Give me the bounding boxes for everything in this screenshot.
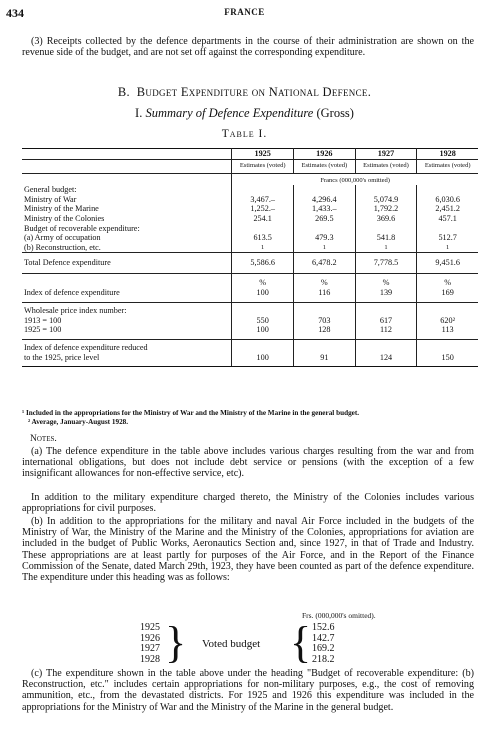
voted-year: 1925 xyxy=(140,622,160,633)
cell-number: 479.3 xyxy=(315,233,334,243)
footnote-2: ² Average, January-August 1928. xyxy=(28,418,129,426)
voted-year: 1928 xyxy=(140,653,160,665)
row-label: Wholesale price index number: xyxy=(22,303,232,316)
voted-budget-label: Voted budget xyxy=(202,638,261,650)
cell-value xyxy=(417,233,478,243)
cell-value: 1,252.– xyxy=(232,204,294,214)
cell-value: 1,433.– xyxy=(294,204,356,214)
note-c: (c) The expenditure shown in the table above under the heading "Budget of recoverable expenditure: (b) Reconstruction, etc." includes certain appropriations for non-military purposes, e.g., the cost of removing ammunition, etc., from the devastated districts. For 1925 and 1926 this expenditure was included in the appropriations for the Ministry of War and the Ministry of the Marine in the general budget. xyxy=(22,668,474,713)
cell-value: 5,074.9 xyxy=(355,195,417,205)
header-blank xyxy=(22,149,232,160)
table-row xyxy=(22,173,478,185)
year-header: 1927 xyxy=(355,149,417,160)
section-b-text: Budget Expenditure on National Defence. xyxy=(136,85,372,99)
estimates-subheader: Estimates (voted) xyxy=(417,159,478,173)
row-label: to the 1925, price level xyxy=(22,353,232,367)
row-label: General budget: xyxy=(22,185,232,195)
voted-year: 1926 xyxy=(140,632,160,644)
cell-number: 613.5 xyxy=(253,233,272,243)
cell-value: 100 xyxy=(232,288,294,303)
note-a-continued: In addition to the military expenditure charged thereto, the Ministry of the Colonies includes various appropriations for civil purposes. xyxy=(22,492,474,515)
row-label: Ministry of the Marine xyxy=(22,204,232,214)
cell-value: 113 xyxy=(441,325,454,335)
voted-value: 152.6 xyxy=(312,622,335,633)
note-a: (a) The defence expenditure in the table above includes various charges resulting from the war and from international obligations, but does not include debt service or pensions (with the exception of a few insignificant allowances for non-effective service, etc). xyxy=(22,446,474,480)
cell-value: 617 xyxy=(355,316,417,326)
table-row xyxy=(22,195,478,205)
table-row xyxy=(22,273,478,287)
right-brace: } xyxy=(165,618,187,667)
table-row xyxy=(22,224,478,234)
cell-value: 1,792.2 xyxy=(355,204,417,214)
cell-number: 512.7 xyxy=(438,233,457,243)
section-1-suffix: (Gross) xyxy=(316,106,354,120)
row-label: Budget of recoverable expenditure: xyxy=(22,224,232,234)
table-row xyxy=(22,185,478,195)
cell-value: 6,478.2 xyxy=(294,253,356,274)
percent-sign: % xyxy=(294,273,356,287)
cell-value: 269.5 xyxy=(294,214,356,224)
cell-value: 5,586.6 xyxy=(232,253,294,274)
cell-value: 6,030.6 xyxy=(435,194,460,204)
table-row xyxy=(22,204,478,214)
footnote-mark: 1 xyxy=(294,243,356,253)
cell-value: 150 xyxy=(417,353,478,367)
section-b-prefix: B. xyxy=(117,85,130,99)
section-heading-b xyxy=(0,85,489,100)
cell-value: 254.1 xyxy=(232,214,294,224)
cell-value: 169 xyxy=(441,287,454,297)
percent-sign: % xyxy=(232,273,294,287)
cell-value: 369.6 xyxy=(355,214,417,224)
year-header: 1926 xyxy=(294,149,356,160)
unit-note: Francs (000,000's omitted) xyxy=(232,173,478,185)
table-row xyxy=(22,316,478,326)
cell-value xyxy=(294,233,356,243)
table-title: Table I. xyxy=(221,128,268,140)
section-1-title: Summary of Defence Expenditure xyxy=(145,106,314,120)
defence-expenditure-table xyxy=(22,148,478,367)
cell-value: 4,296.4 xyxy=(294,195,356,205)
section-1-prefix: I. xyxy=(135,106,143,120)
row-label: Index of defence expenditure xyxy=(22,288,232,303)
cell-value: 116 xyxy=(294,288,356,303)
table-row xyxy=(22,214,478,224)
cell-value xyxy=(232,233,294,243)
percent-sign: % xyxy=(355,273,417,287)
row-label: 1925 = 100 xyxy=(22,325,232,339)
voted-value: 169.2 xyxy=(312,643,335,654)
table-row xyxy=(22,353,478,367)
estimates-subheader: Estimates (voted) xyxy=(294,159,356,173)
voted-values xyxy=(312,623,335,665)
cell-value: 139 xyxy=(355,288,417,303)
footnote-mark: 1 xyxy=(232,243,294,253)
cell-value xyxy=(355,233,417,243)
cell-value: 100 xyxy=(232,325,294,339)
estimates-subheader: Estimates (voted) xyxy=(232,159,294,173)
row-label: Total Defence expenditure xyxy=(22,253,232,274)
notes-heading: Notes. xyxy=(30,434,57,444)
footnote-mark: 1 xyxy=(355,243,417,253)
voted-year: 1927 xyxy=(140,643,160,654)
voted-budget-block xyxy=(0,611,489,667)
table-header-row xyxy=(22,149,478,160)
row-label: (a) Army of occupation xyxy=(22,233,232,243)
running-title: FRANCE xyxy=(224,7,265,17)
voted-value: 218.2 xyxy=(312,653,335,665)
cell-value: 7,778.5 xyxy=(355,253,417,274)
table-row xyxy=(22,325,478,339)
table-row xyxy=(22,339,478,352)
cell-value: 9,451.6 xyxy=(417,253,478,274)
cell-value: 128 xyxy=(294,325,356,339)
table-row xyxy=(22,288,478,303)
row-label: Ministry of War xyxy=(22,195,232,205)
table-subheader-row xyxy=(22,159,478,173)
table-row-total xyxy=(22,253,478,274)
cell-value: 3,467.– xyxy=(232,195,294,205)
note-b: (b) In addition to the appropriations for the military and naval Air Force included in the budgets of the Ministry of War, the Ministry of the Marine and the Ministry of the Colonies, appropriations for aviation are included in the budget of Public Works, Aeronautics Section and, since 1927, in that of Trade and Industry. These appropriations are at least partly for purposes of the Air Force, and in the Report of the Finance Commission of the Senate, dated March 29th, 1923, they have been counted as part of the defence expenditure. The expenditure under this heading was as follows: xyxy=(22,516,474,584)
cell-value: 112 xyxy=(355,325,417,339)
voted-unit: Frs. (000,000's omitted). xyxy=(302,611,376,620)
cell-value: 550 xyxy=(232,316,294,326)
year-header: 1928 xyxy=(417,149,478,160)
row-label: Index of defence expenditure reduced xyxy=(22,339,232,352)
row-label: 1913 = 100 xyxy=(22,316,232,326)
row-label: (b) Reconstruction, etc. xyxy=(22,243,232,253)
cell-value: 124 xyxy=(355,353,417,367)
cell-value: 457.1 xyxy=(438,213,457,223)
cell-number: 541.8 xyxy=(376,233,396,243)
percent-sign: % xyxy=(417,273,478,287)
intro-paragraph: (3) Receipts collected by the defence departments in the course of their administration are shown on the revenue side of the budget, and are not set off against the corresponding expenditure. xyxy=(22,36,474,59)
cell-value: 100 xyxy=(232,353,294,367)
cell-value: 2,451.2 xyxy=(435,204,460,214)
row-label: Ministry of the Colonies xyxy=(22,214,232,224)
table-row xyxy=(22,303,478,316)
voted-value: 142.7 xyxy=(312,632,335,644)
footnote-mark: 1 xyxy=(446,243,450,251)
estimates-subheader: Estimates (voted) xyxy=(355,159,417,173)
cell-value: 620² xyxy=(440,315,456,325)
section-heading-1 xyxy=(0,106,489,121)
cell-value: 91 xyxy=(294,353,356,367)
year-header: 1925 xyxy=(232,149,294,160)
page-number: 434 xyxy=(6,6,24,20)
footnote-1: ¹ Included in the appropriations for the Ministry of War and the Ministry of the Marine in the general budget. xyxy=(22,409,360,417)
left-brace: { xyxy=(290,618,312,667)
voted-years xyxy=(140,623,160,665)
cell-value: 703 xyxy=(294,316,356,326)
table-row xyxy=(22,233,478,243)
table-row xyxy=(22,243,478,253)
